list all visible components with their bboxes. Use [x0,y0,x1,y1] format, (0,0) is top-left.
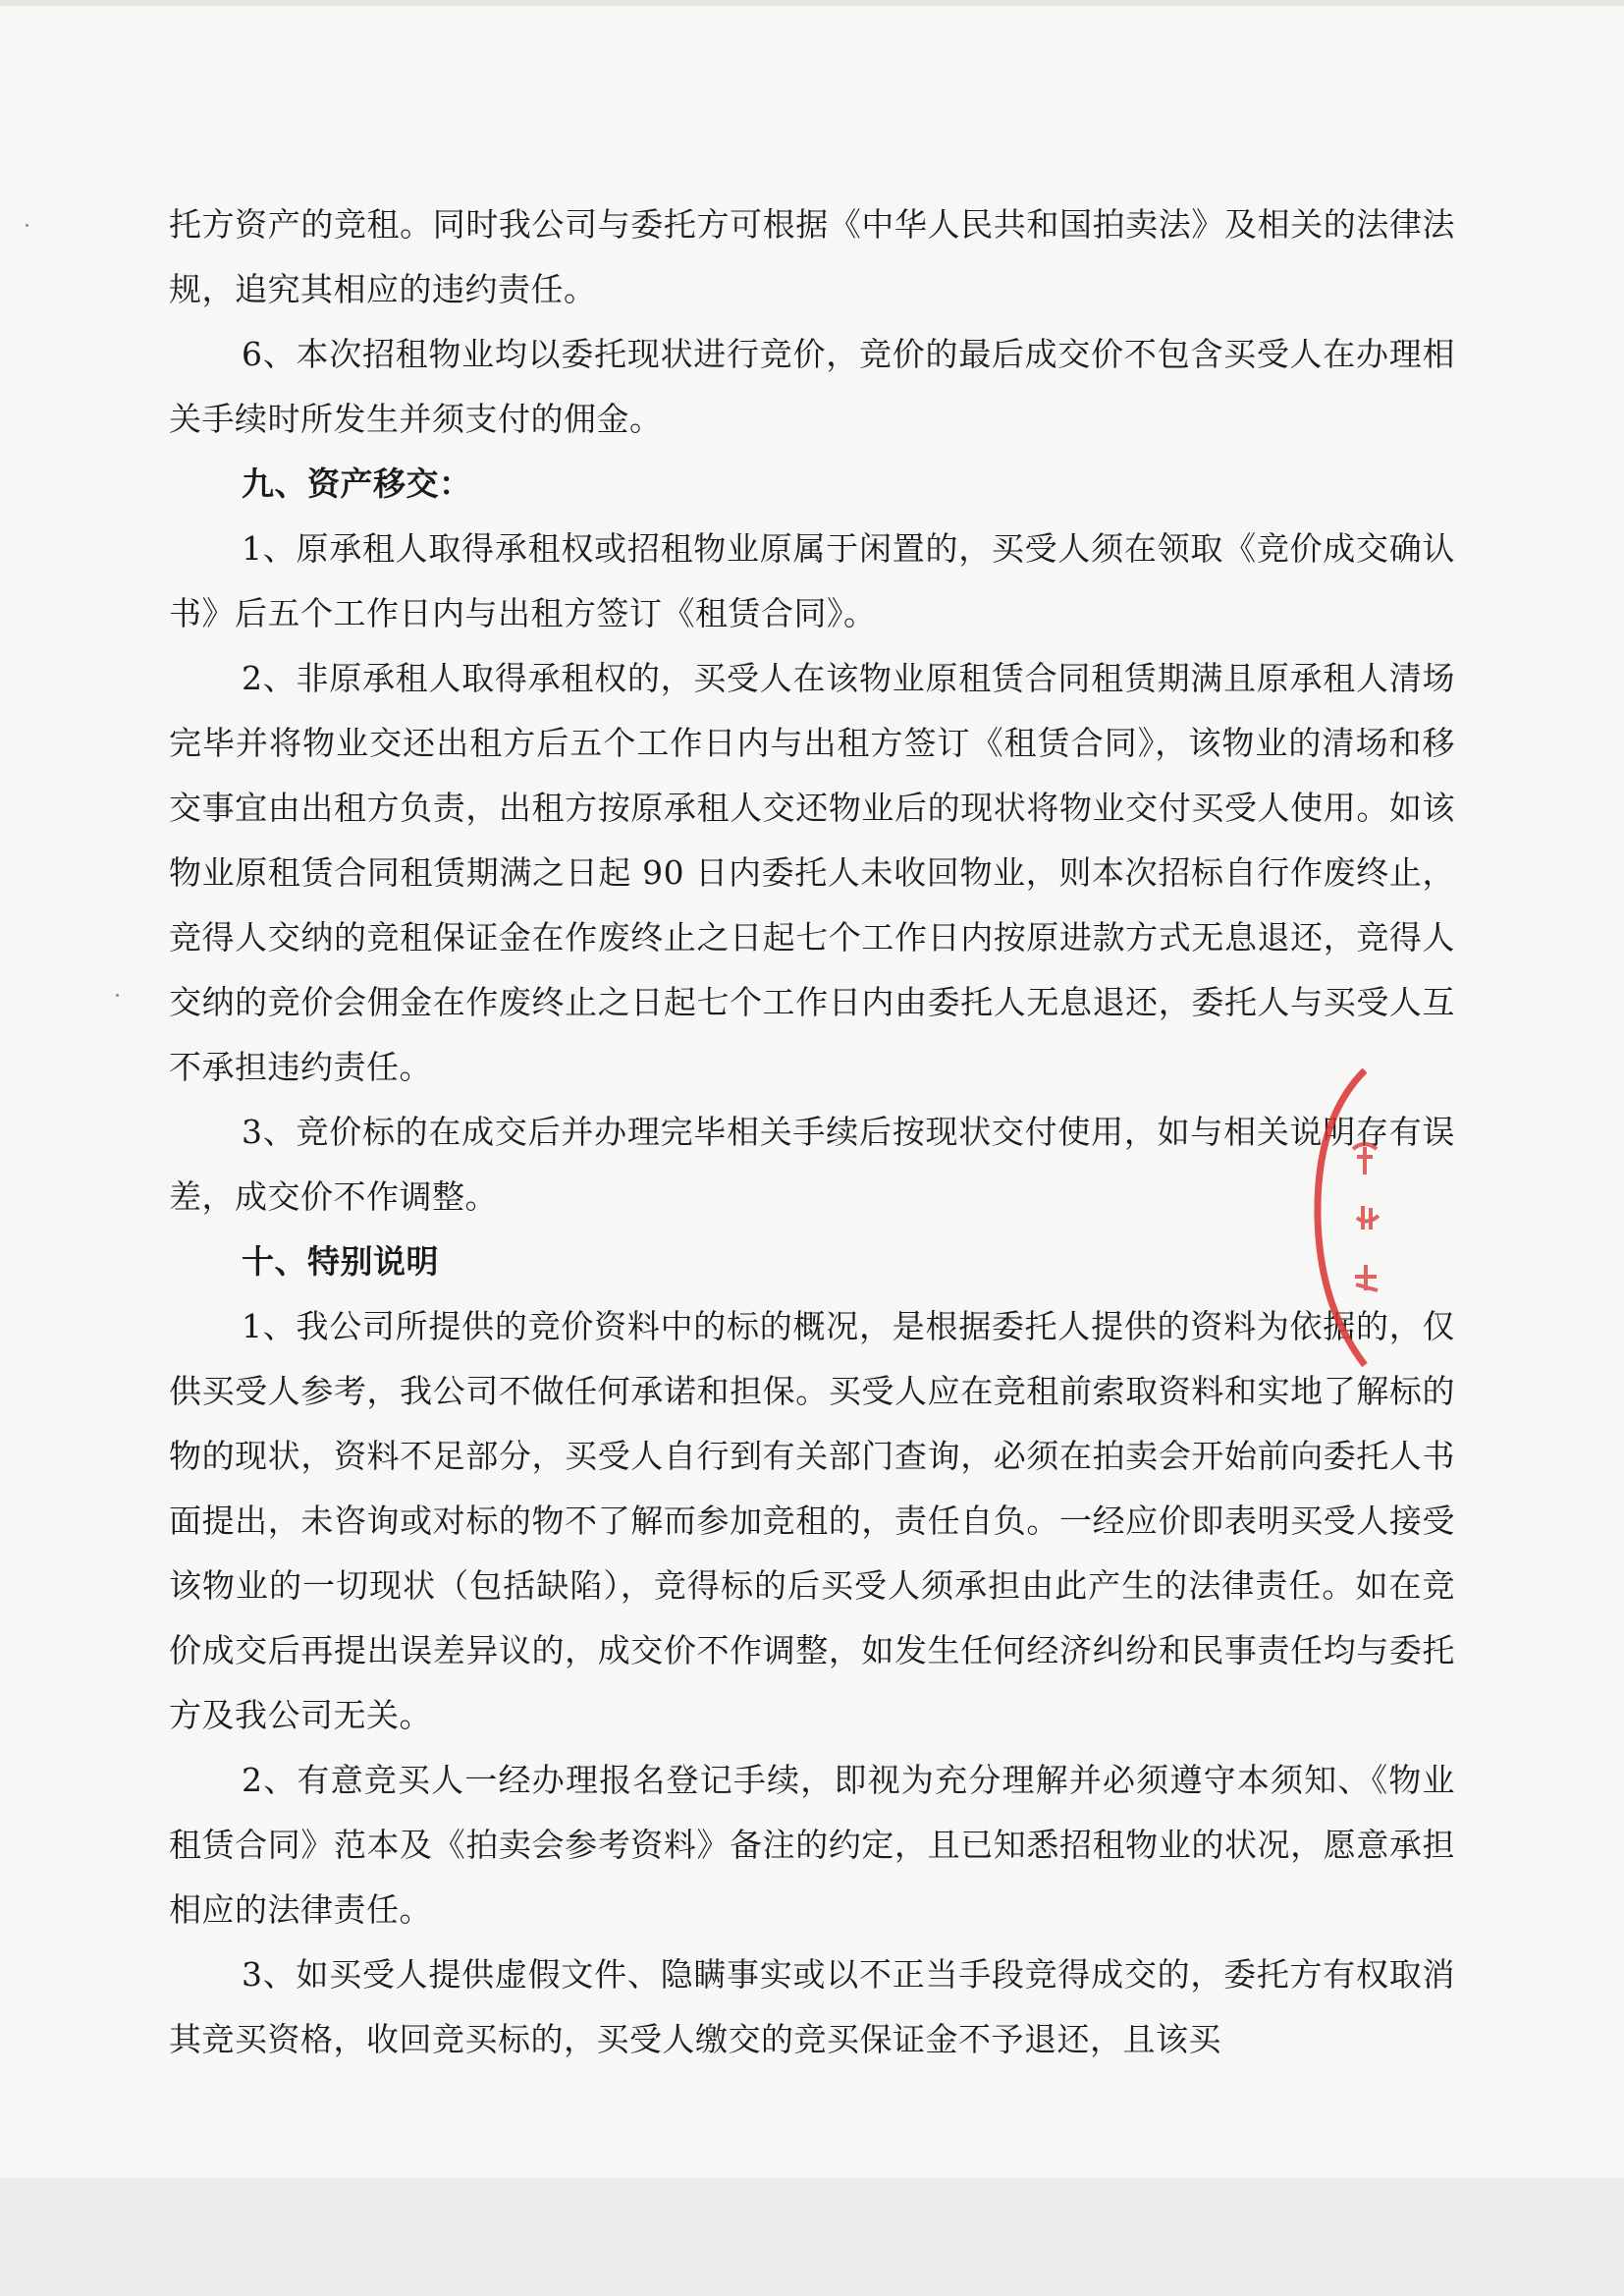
scan-speck [26,224,28,227]
paragraph-continuation: 托方资产的竞租。同时我公司与委托方可根据《中华人民共和国拍卖法》及相关的法律法规，追究其相应的违约责任。 [169,205,1455,308]
paragraph-special-2: 2、有意竞买人一经办理报名登记手续，即视为充分理解并必须遵守本须知、《物业租赁合同》范本及《拍卖会参考资料》备注的约定，且已知悉招租物业的状况，愿意承担相应的法律责任。 [169,1761,1455,1929]
paragraph-handover-1: 1、原承租人取得承租权或招租物业原属于闲置的，买受人须在领取《竞价成交确认书》后五个工作日内与出租方签订《租赁合同》。 [169,529,1455,632]
scan-speck [116,994,119,997]
paragraph-special-1: 1、我公司所提供的竞价资料中的标的概况，是根据委托人提供的资料为依据的，仅供买受人参考，我公司不做任何承诺和担保。买受人应在竞租前索取资料和实地了解标的物的现状，资料不足部分，买受人自行到有关部门查询，必须在拍卖会开始前向委托人书面提出，未咨询或对标的物不了解而参加竞租的，责任自负。一经应价即表明买受人接受该物业的一切现状（包括缺陷），竞得标的后买受人须承担由此产生的法律责任。如在竞价成交后再提出误差异议的，成交价不作调整，如发生任何经济纠纷和民事责任均与委托方及我公司无关。 [169,1307,1455,1734]
paragraph-handover-2: 2、非原承租人取得承租权的，买受人在该物业原租赁合同租赁期满且原承租人清场完毕并将物业交还出租方后五个工作日内与出租方签订《租赁合同》，该物业的清场和移交事宜由出租方负责，出租方按原承租人交还物业后的现状将物业交付买受人使用。如该物业原租赁合同租赁期满之日起 90 日内委托人未收回物业，则本次招标自行作废终止，竞得人交纳的竞租保证金在作废终止之日起七个工作日内按原进款方式无息退还，竞得人交纳的竞价会佣金在作废终止之日起七个工作日内由委托人无息退还，委托人与买受人互不承担违约责任。 [169,659,1455,1086]
scan-edge-top [0,0,1624,6]
section-heading-special-notes: 十、特别说明 [242,1242,439,1281]
section-heading-asset-handover: 九、资产移交： [242,465,472,503]
scan-edge-bottom [0,2178,1624,2296]
paragraph-special-3: 3、如买受人提供虚假文件、隐瞒事实或以不正当手段竞得成交的，委托方有权取消其竞买资格，收回竞买标的，买受人缴交的竞买保证金不予退还，且该买 [169,1955,1455,2058]
paragraph-item-6: 6、本次招租物业均以委托现状进行竞价，竞价的最后成交价不包含买受人在办理相关手续时所发生并须支付的佣金。 [169,335,1455,438]
paragraph-handover-3: 3、竞价标的在成交后并办理完毕相关手续后按现状交付使用，如与相关说明存有误差，成交价不作调整。 [169,1113,1455,1216]
document-body [169,192,1455,2072]
